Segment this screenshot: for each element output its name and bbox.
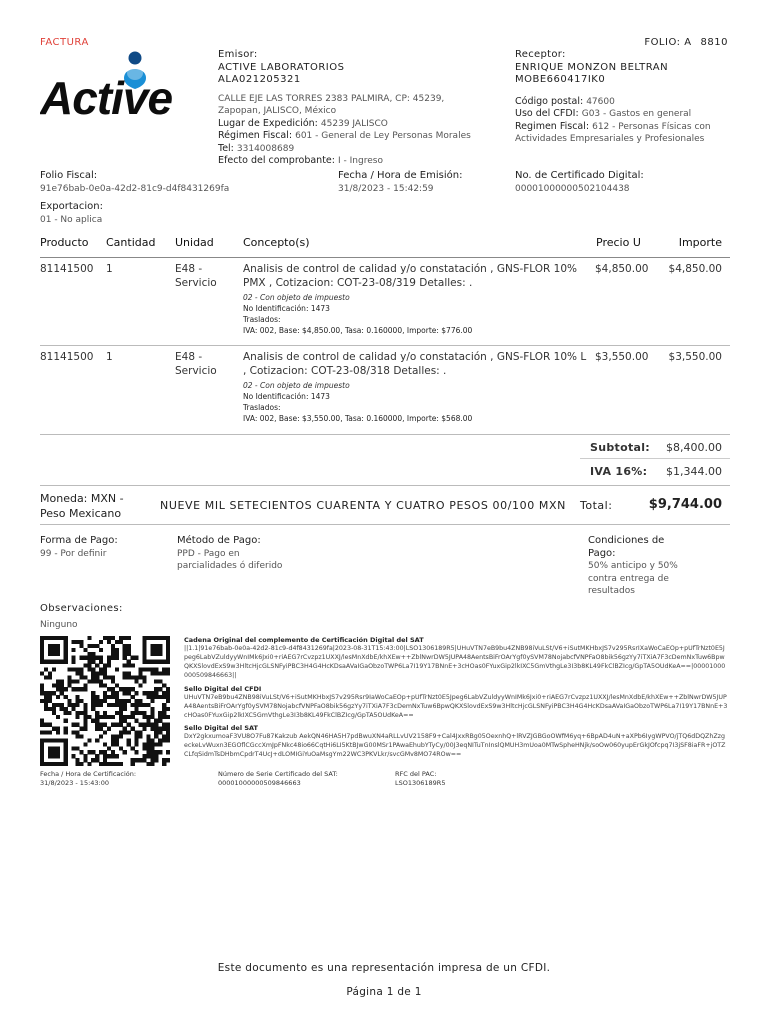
rfc-pac-label: RFC del PAC:	[395, 770, 437, 778]
condiciones-label-line1: Condiciones de	[588, 535, 665, 546]
metodo-pago-label: Método de Pago:	[177, 535, 261, 546]
folio-label: FOLIO: A	[644, 37, 692, 48]
fecha-emision-label: Fecha / Hora de Emisión:	[338, 170, 463, 181]
emisor-tel-label: Tel:	[218, 142, 234, 154]
emisor-regimen-value: 601 - General de Ley Personas Morales	[295, 131, 471, 141]
receptor-label: Receptor:	[515, 49, 566, 60]
emisor-block	[218, 49, 508, 168]
fecha-certificacion-value: 31/8/2023 - 15:43:00	[40, 779, 109, 787]
concepto-line1: Analisis de control de calidad y/o constatación , GNS-FLOR 10% L	[243, 351, 587, 363]
emisor-rfc: ALA021205321	[218, 74, 301, 85]
fecha-emision-value: 31/8/2023 - 15:42:59	[338, 183, 434, 194]
qr-code	[40, 636, 170, 766]
table-row	[40, 350, 730, 432]
row-precio: $4,850.00	[595, 263, 649, 275]
sello-cfdi-title: Sello Digital del CFDI	[184, 685, 262, 693]
rfc-pac	[395, 770, 445, 788]
seals-block	[184, 636, 728, 759]
folio-fiscal-label: Folio Fiscal:	[40, 170, 98, 181]
codigo-postal-value: 47600	[586, 96, 615, 107]
sello-sat-text: DxY2gkxumoaF3VU8O7Fu87Kakzub AekQN46HA5H7pdBwuXN4aRLLvUV2158F9+Cal4JxxRBg05OexnhQ+lRVZJGBGoOWfM6yq+6BpAD4uN+aXPb6IygWPVO/jTQ6dDQZhZzgeckeLvWuxn3EGOflCGccXmJpFNkc48io66CqtHi6LI5KtBJwG00MSr1PAwaEhubYTyCy/00J3eqNITuTnInslQMUH3mUoa0MTwSpheHNjk/soOw060yupErGkJOfcpq7I3jSF8iaFR+jOTZCLfqSidmTsDHbmCpdrT4UcJ+dLOMIGiYuOaMsgYm22WC3PKVLkr/svcGMv8MO74ROw==	[184, 733, 726, 758]
serie-certificado-sat	[218, 770, 338, 788]
traslados-label: Traslados:	[243, 315, 281, 324]
uso-cfdi-label: Uso del CFDI:	[515, 108, 579, 119]
emisor-regimen-label: Régimen Fiscal:	[218, 130, 293, 141]
table-row	[40, 262, 730, 344]
totals-divider	[40, 485, 730, 486]
header-precio-u: Precio U	[596, 236, 641, 249]
total-value: $9,744.00	[648, 497, 722, 512]
cadena-original-title: Cadena Original del complemento de Certificación Digital del SAT	[184, 636, 424, 644]
exportacion-label: Exportacion:	[40, 201, 103, 212]
document-type-label: FACTURA	[40, 37, 89, 48]
subtotal-value: $8,400.00	[666, 441, 722, 454]
cfdi-note: Este documento es una representación impresa de un CFDI.	[217, 962, 551, 974]
forma-pago-value: 99 - Por definir	[40, 548, 107, 559]
row-divider	[40, 345, 730, 346]
header-conceptos: Concepto(s)	[243, 236, 310, 249]
condiciones-value-line1: 50% anticipo y 50%	[588, 561, 678, 571]
header-cantidad: Cantidad	[106, 236, 156, 249]
no-identificacion-label: No Identificación:	[243, 304, 309, 313]
observaciones-value: Ninguno	[40, 619, 78, 630]
observaciones-label: Observaciones:	[40, 603, 123, 614]
certificado-block	[515, 170, 735, 195]
condiciones-value-line2: contra entrega de	[588, 573, 669, 584]
emisor-name: ACTIVE LABORATORIOS	[218, 61, 345, 73]
row-importe: $3,550.00	[668, 351, 722, 363]
rfc-pac-value: LSO1306189R5	[395, 779, 446, 787]
row-unidad: E48 - Servicio	[175, 351, 217, 377]
emisor-address-line2: Zapopan, JALISCO, México	[218, 106, 337, 116]
condiciones-pago-block	[588, 535, 718, 598]
row-precio: $3,550.00	[595, 351, 649, 363]
emisor-tel-value: 3314008689	[236, 143, 295, 154]
objeto-impuesto: 02 - Con objeto de impuesto	[243, 293, 350, 302]
traslados-label: Traslados:	[243, 403, 281, 412]
lugar-expedicion-value: 45239 JALISCO	[320, 118, 388, 129]
condiciones-label-line2: Pago:	[588, 547, 616, 559]
objeto-impuesto: 02 - Con objeto de impuesto	[243, 381, 350, 390]
header-importe: Importe	[678, 236, 722, 249]
row-producto: 81141500	[40, 263, 94, 275]
emisor-address-line1: CALLE EJE LAS TORRES 2383 PALMIRA, CP: 45239,	[218, 93, 445, 104]
receptor-regimen-label: Regimen Fiscal:	[515, 120, 590, 132]
total-divider	[40, 524, 730, 525]
receptor-regimen-value-line2: Actividades Empresariales y Profesionales	[515, 134, 705, 144]
row-divider	[40, 434, 730, 435]
forma-pago-label: Forma de Pago:	[40, 535, 118, 546]
row-concepto	[243, 262, 588, 336]
efecto-label: Efecto del comprobante:	[218, 155, 335, 166]
metodo-pago-block	[177, 535, 377, 573]
receptor-regimen-value-line1: 612 - Personas Físicas con	[592, 121, 711, 132]
subtotal-label: Subtotal:	[590, 441, 650, 454]
exportacion-value: 01 - No aplica	[40, 214, 103, 225]
fecha-certificacion-label: Fecha / Hora de Certificación:	[40, 770, 137, 778]
traslados-value: IVA: 002, Base: $3,550.00, Tasa: 0.160000, Importe: $568.00	[243, 414, 473, 423]
concepts-table-header	[40, 236, 730, 254]
header-unidad: Unidad	[175, 236, 214, 249]
fecha-certificacion	[40, 770, 136, 788]
folio-fiscal-block	[40, 170, 310, 226]
active-logo	[40, 48, 196, 120]
page-number: Página 1 de 1	[346, 986, 422, 998]
uso-cfdi-value: G03 - Gastos en general	[581, 109, 692, 119]
sello-cfdi-text: UHuVTN7eB9bu4ZNB98iVuLSt/V6+iSutMKHbxJS7v295Rsr9IaWoCaEOp+pUfTrNzt0E5Jpeg6LabVZuldyyWnIMk6Jxi0+riAEG7rCvzpz1UXXJ/lesMnXdbE/khXEw++ZblNwrDW5JUPA48AentsBiFrOArYgf0ySVM78NojabcfVNPFaO8bik56gzYy7iTXiA7F3cDemNxTuw6BpwQKXSlovdExS9w3HltcHjcGLSNFyiPBC3H4G4HcKDsaAVaIGaObzoTWP6La7I19Y17BNnE+3cHOas0FYuxGip2lkIXC5GmVthgLe3I3b8KL49FkClBZIcg/GpTA5OUdKeA==	[184, 694, 728, 719]
row-producto: 81141500	[40, 351, 94, 363]
certificado-label: No. de Certificado Digital:	[515, 170, 644, 181]
forma-pago-block	[40, 535, 170, 560]
no-identificacion-value: 1473	[310, 304, 330, 313]
table-header-divider	[40, 257, 730, 258]
folio-tag	[640, 37, 728, 48]
subtotal-divider	[580, 458, 730, 459]
receptor-block	[515, 49, 740, 146]
fecha-emision-block	[338, 170, 508, 195]
observaciones-block	[40, 603, 240, 631]
receptor-name: ENRIQUE MONZON BELTRAN	[515, 61, 669, 73]
efecto-value: I - Ingreso	[338, 156, 383, 166]
metodo-pago-value-line2: parcialidades ó diferido	[177, 561, 283, 571]
no-identificacion-value: 1473	[310, 392, 330, 401]
folio-number: 8810	[700, 37, 728, 48]
serie-certificado-label: Número de Serie Certificado del SAT:	[218, 770, 338, 778]
row-cantidad: 1	[106, 263, 113, 275]
folio-fiscal-value: 91e76bab-0e0a-42d2-81c9-d4f8431269fa	[40, 183, 230, 194]
total-en-letra: NUEVE MIL SETECIENTOS CUARENTA Y CUATRO PESOS 00/100 MXN	[160, 499, 566, 512]
concepto-line2: , Cotizacion: COT-23-08/318 Detalles: .	[243, 365, 447, 377]
condiciones-value-line3: resultados	[588, 586, 635, 596]
serie-certificado-value: 00001000000509846663	[218, 779, 301, 787]
concepto-line1: Analisis de control de calidad y/o constatación , GNS-FLOR 10%	[243, 263, 578, 275]
total-label: Total:	[580, 499, 613, 512]
receptor-rfc: MOBE660417IK0	[515, 74, 606, 85]
metodo-pago-value-line1: PPD - Pago en	[177, 548, 240, 559]
logo-wordmark: Active	[40, 72, 173, 120]
iva-label: IVA 16%:	[590, 465, 648, 478]
moneda: Moneda: MXN - Peso Mexicano	[40, 492, 124, 520]
row-importe: $4,850.00	[668, 263, 722, 275]
no-identificacion-label: No Identificación:	[243, 392, 309, 401]
sello-sat-title: Sello Digital del SAT	[184, 724, 258, 732]
iva-value: $1,344.00	[666, 465, 722, 478]
cadena-original-text: ||1.1|91e76bab-0e0a-42d2-81c9-d4f8431269fa|2023-08-31T15:43:00|LSO1306189R5|UHuVTN7eB9bu4ZNB98iVuLSt/V6+iSutMKHbxJS7v295RsrIXaWoCaEOp+pUfTrNzt0E5Jpeg6LabVZuldyyWnIMk6Jxi0+riAEG7rCvzpz1UXXJ/lesMnXdbE/khXEw++ZblNwrDW5JUPA48AentsBiFrOArYgf0ySVM78NojabcfVNPFaO8bik56gzYy7iTXiA7F3cDemNxTuw6BpwQKXSlovdExS9w3HltcHjcGLSNFyiPBC3H4G4HcKDsaAVaIGaObzoTWP6La7I19Y17BNnE+3cHOas0FYuxGip2lkIXC5GmVthgLe3I3b8KL49FkClBZIcg/GpTA5OUdKeA==|00001000000509846663||	[184, 645, 726, 679]
row-unidad: E48 - Servicio	[175, 263, 217, 289]
codigo-postal-label: Código postal:	[515, 95, 584, 107]
traslados-value: IVA: 002, Base: $4,850.00, Tasa: 0.160000, Importe: $776.00	[243, 326, 473, 335]
row-concepto	[243, 350, 591, 424]
emisor-label: Emisor:	[218, 49, 258, 60]
header-producto: Producto	[40, 236, 89, 249]
concepto-line2: PMX , Cotizacion: COT-23-08/319 Detalles: .	[243, 277, 473, 289]
lugar-expedicion-label: Lugar de Expedición:	[218, 117, 318, 129]
certificado-value: 00001000000502104438	[515, 183, 630, 194]
row-cantidad: 1	[106, 351, 113, 363]
